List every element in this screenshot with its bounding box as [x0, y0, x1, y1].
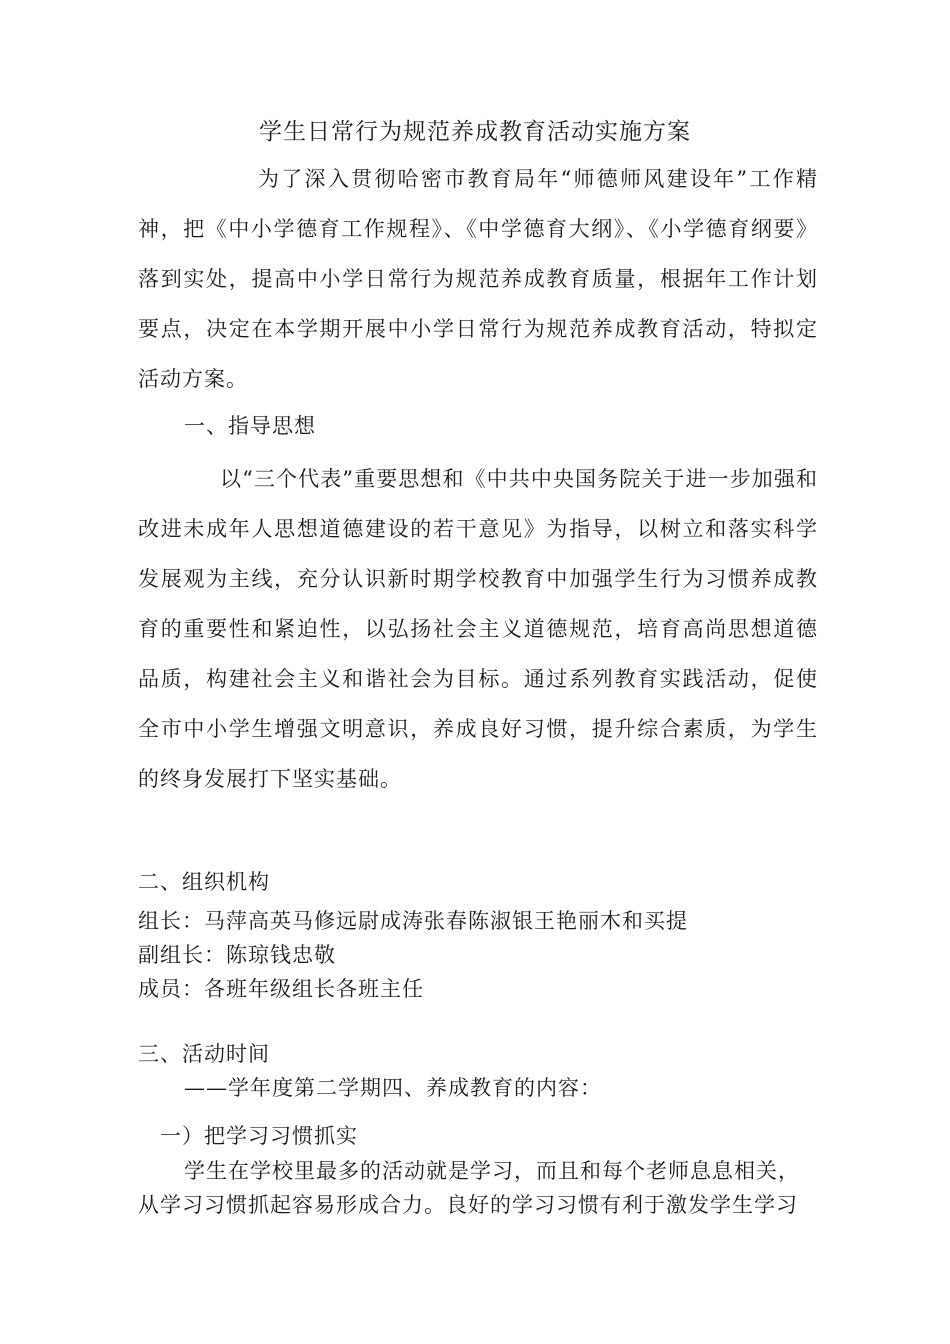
activity-time-line: ——学年度第二学期四、养成教育的内容： [184, 1076, 602, 1100]
section-heading-guiding-thought: 一、指导思想 [184, 414, 316, 438]
document-title: 学生日常行为规范养成教育活动实施方案 [259, 119, 691, 145]
intro-paragraph: 为了深入贯彻哈密市教育局年“师德师风建设年”工作精神，把《中小学德育工作规程》、《中学德育大纲》、《小学德育纲要》落到实处，提高中小学日常行为规范养成教育质量，根据年工作计划要点，决定在本学期开展中小学日常行为规范养成教育活动，特拟定活动方案。 [138, 167, 818, 391]
section-heading-organization: 二、组织机构 [138, 870, 270, 894]
guiding-thought-paragraph: 以“三个代表”重要思想和《中共中央国务院关于进一步加强和改进未成年人思想道德建设的若干意见》为指导，以树立和落实科学发展观为主线，充分认识新时期学校教育中加强学生行为习惯养成教育的重要性和紧迫性，以弘扬社会主义道德规范，培育高尚思想道德品质，构建社会主义和谐社会为目标。通过系列教育实践活动，促使全市中小学生增强文明意识，养成良好习惯，提升综合素质，为学生的终身发展打下坚实基础。 [138, 467, 818, 791]
organization-deputy-line: 副组长：陈琼钱忠敬 [138, 943, 336, 967]
organization-members-line: 成员：各班年级组长各班主任 [138, 977, 424, 1001]
organization-leader-line: 组长：马萍高英马修远尉成涛张春陈淑银王艳丽木和买提 [138, 909, 688, 933]
section-heading-activity-time: 三、活动时间 [138, 1042, 270, 1066]
subheading-study-habits: 一）把学习习惯抓实 [160, 1124, 358, 1148]
study-habits-paragraph: 学生在学校里最多的活动就是学习，而且和每个老师息息相关，从学习习惯抓起容易形成合力。良好的学习习惯有利于激发学生学习 [138, 1159, 800, 1217]
